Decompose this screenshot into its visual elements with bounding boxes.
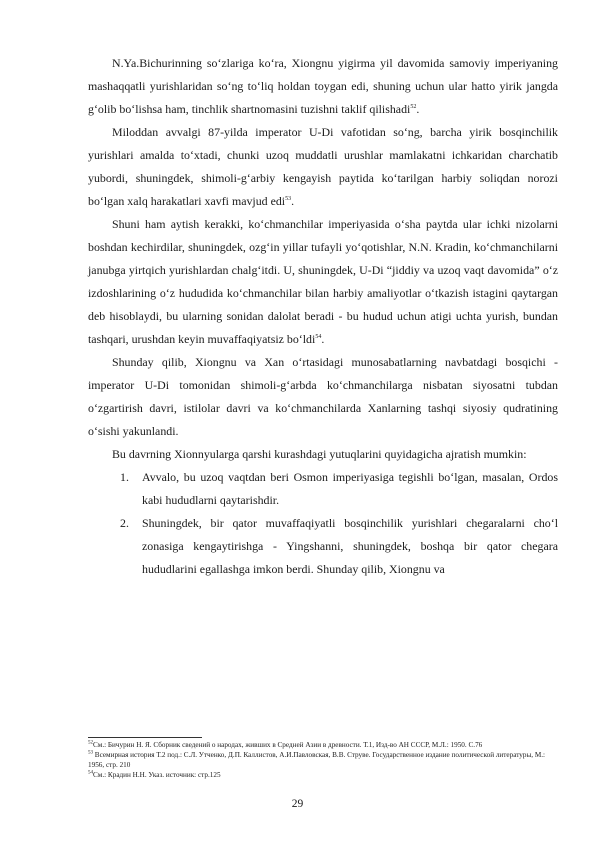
achievements-list	[88, 466, 558, 581]
paragraph-text: Shuni ham aytish kerakki, ko‘chmanchilar imperiyasida o‘sha paytda ular ichki nizolarni boshdan kechirdilar, shuningdek, ozg‘in yillar tufayli yo‘qotishlar, N.N. Kradin, ko‘chmanchilarni janubga yirtqich yurishlardan chalg‘itdi. U, shuningdek, U-Di “jiddiy va uzoq vaqt davomida” o‘z izdoshlarining o‘z hududida ko‘chmanchilar bilan harbiy amaliyotlar o‘tkazish istagini qaytargan deb hisoblaydi, bu ularning sonidan dalolat beradi - bu hudud uchun atigi uchta yurish, bundan tashqari, urushdan keyin muvaffaqiyatsiz bo‘ldi	[88, 217, 558, 346]
list-item-text: Shuningdek, bir qator muvaffaqiyatli bosqinchilik yurishlari chegaralarni cho‘l zonasiga kengaytirishga - Yingshanni, shuningdek, boshqa bir qator chegara hududlarini egallashga imkon berdi. Shunday qilib, Xiongnu va	[142, 516, 558, 576]
list-item	[120, 512, 558, 581]
footnote-text: См.: Бичурин Н. Я. Сборник сведений о народах, живших в Средней Азии в древности. Т.1, Изд-во АН СССР, М.Л.: 1950. С.76	[93, 741, 483, 749]
footnotes	[88, 737, 558, 780]
paragraph-end: .	[416, 102, 420, 116]
paragraph-end: .	[321, 332, 325, 346]
paragraph-end: .	[291, 194, 295, 208]
footnote-ref[interactable]: 52	[410, 104, 417, 111]
paragraph-4	[88, 351, 558, 443]
paragraph-text: Miloddan avvalgi 87-yilda imperator U-Di vafotidan so‘ng, barcha yirik bosqinchilik yurishlari amalda to‘xtadi, chunki uzoq muddatli urushlar mamlakatni ichkaridan charchatib yubordi, shuningdek, shimoli-g‘arbiy kengayish paytida ko‘tarilgan harbiy soliqdan norozi bo‘lgan xalq harakatlari xavfi mavjud edi	[88, 125, 558, 208]
footnote	[88, 750, 558, 770]
paragraph-text: Bu davrning Xionnyularga qarshi kurashdagi yutuqlarini quyidagicha ajratish mumkin:	[112, 447, 527, 461]
page-number: 29	[291, 798, 304, 810]
footnote-number: 54	[88, 770, 93, 776]
paragraph-5	[88, 443, 558, 466]
footnote	[88, 770, 558, 780]
list-number: 2.	[120, 516, 129, 530]
footnote-number: 53	[88, 750, 93, 756]
list-item	[120, 466, 558, 512]
paragraph-text: N.Ya.Bichurinning so‘zlariga ko‘ra, Xiongnu yigirma yil davomida samoviy imperiyaning mashaqqatli yurishlaridan so‘ng to‘liq holdan toygan edi, shuning uchun ular hatto yirik jangda g‘olib bo‘lishsa ham, tinchlik shartnomasini tuzishni taklif qilishadi	[88, 56, 558, 116]
paragraph-2	[88, 121, 558, 213]
footnote-text: Всемирная история Т.2 под.: С.Л. Утченко, Д.П. Каллистов, А.И.Павловская, В.В. Струве. Государственное издание политической литературы, М.: 1956, стр. 210	[88, 751, 546, 769]
list-number: 1.	[120, 470, 129, 484]
footnote-text: См.: Крадин Н.Н. Указ. источник: стр.125	[93, 771, 221, 779]
footnote-ref[interactable]: 54	[315, 334, 322, 341]
footnote-number: 52	[88, 740, 93, 746]
main-text	[88, 52, 558, 581]
paragraph-1	[88, 52, 558, 121]
paragraph-3	[88, 213, 558, 351]
footnote	[88, 740, 558, 750]
list-item-text: Avvalo, bu uzoq vaqtdan beri Osmon imperiyasiga tegishli bo‘lgan, masalan, Ordos kabi hududlarni qaytarishdir.	[142, 470, 558, 507]
footnote-divider	[88, 737, 202, 738]
footnote-ref[interactable]: 53	[285, 196, 292, 203]
paragraph-text: Shunday qilib, Xiongnu va Xan o‘rtasidagi munosabatlarning navbatdagi bosqichi - imperator U-Di tomonidan shimoli-g‘arbda ko‘chmanchilarga nisbatan siyosatni tubdan o‘zgartirish davri, istilolar davri va ko‘chmanchilarda Xanlarning tashqi siyosiy qudratining o‘sishi yakunlandi.	[88, 355, 558, 438]
